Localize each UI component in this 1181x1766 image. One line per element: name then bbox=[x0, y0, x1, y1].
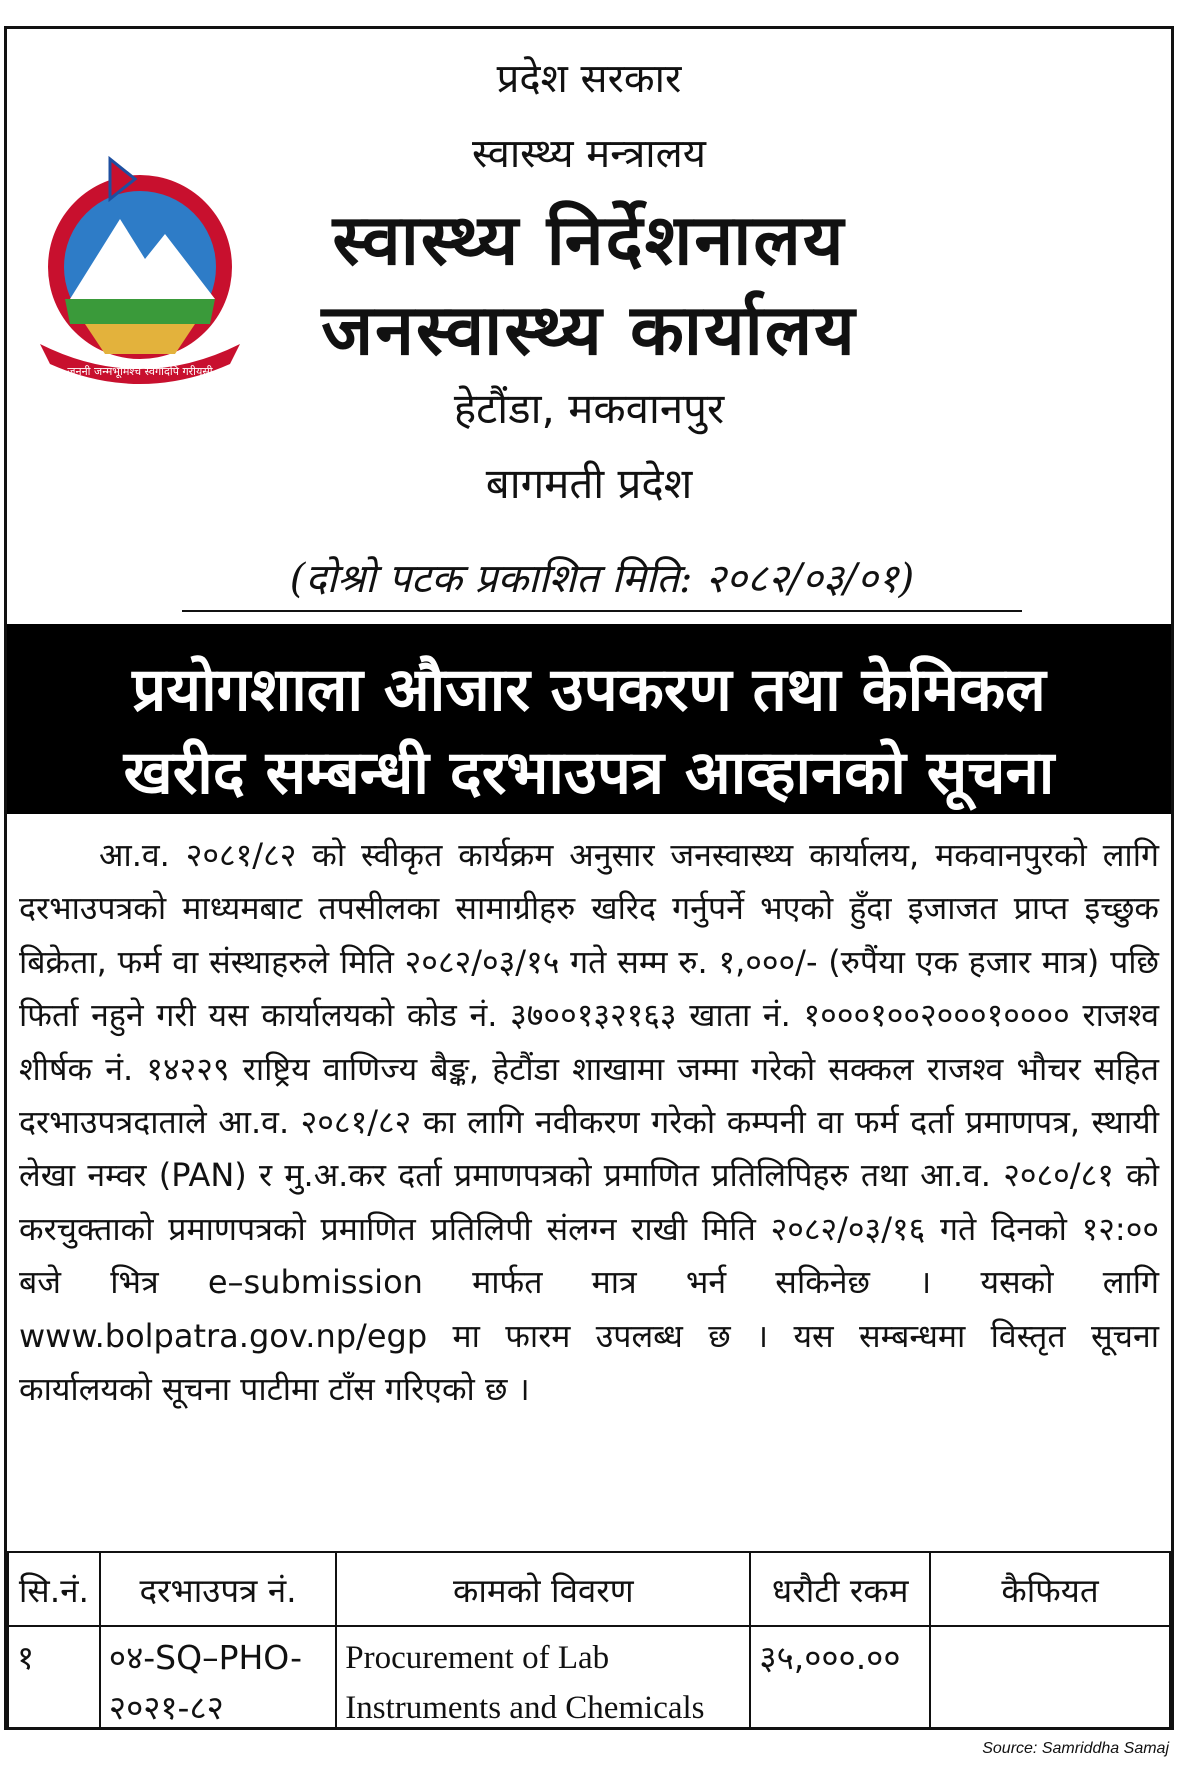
notice-body-paragraph: आ.व. २०८१/८२ को स्वीकृत कार्यक्रम अनुसार जनस्वास्थ्य कार्यालय, मकवानपुरको लागि दरभाउपत्रको माध्यमबाट तपसीलका सामाग्रीहरु खरिद गर्नुपर्ने भएको हुँदा इजाजत प्राप्त इच्छुक बिक्रेता, फर्म वा संस्थाहरुले मिति २०८२/०३/१५ गते सम्म रु. १,०००/- (रुपैंया एक हजार मात्र) पछि फिर्ता नहुने गरी यस कार्यालयको कोड नं. ३७००१३२१६३ खाता नं. १०००१००२०००१०००० राजश्व शीर्षक नं. १४२२९ राष्ट्रिय वाणिज्य बैङ्क, हेटौंडा शाखामा जम्मा गरेको सक्कल राजश्व भौचर सहित दरभाउपत्रदाताले आ.व. २०८१/८२ का लागि नवीकरण गरेको कम्पनी वा फर्म दर्ता प्रमाणपत्र, स्थायी लेखा नम्वर (PAN) र मु.अ.कर दर्ता प्रमाणपत्रको प्रमाणित प्रतिलिपिहरु तथा आ.व. २०८०/८१ को करचुक्ताको प्रमाणपत्रको प्रमाणित प्रतिलिपी संलग्न राखी मिति २०८२/०३/१६ गते दिनको १२:०० बजे भित्र e–submission मार्फत मात्र भर्न सकिनेछ । यसको लागि www.bolpatra.gov.np/egp मा फारम उपलब्ध छ । यस सम्बन्धमा विस्तृत सूचना कार्यालयको सूचना पाटीमा टाँस गरिएको छ । bbox=[19, 836, 1159, 1409]
header-line-province: बागमती प्रदेश bbox=[485, 459, 693, 508]
cell-bid-no bbox=[100, 1626, 336, 1730]
cell-remarks bbox=[930, 1626, 1170, 1730]
publication-date: (दोश्रो पटक प्रकाशित मिति: २०८२/०३/०१) bbox=[182, 549, 1022, 612]
cell-sn: १ bbox=[8, 1626, 100, 1730]
col-header-bid-no: दरभाउपत्र नं. bbox=[100, 1552, 336, 1626]
notice-frame bbox=[4, 26, 1174, 1730]
header-line-location: हेटौंडा, मकवानपुर bbox=[453, 384, 725, 433]
source-credit: Source: Samriddha Samaj bbox=[982, 1740, 1169, 1757]
cell-description bbox=[336, 1626, 750, 1730]
description-line-1: Procurement of Lab bbox=[345, 1640, 610, 1676]
svg-text:जननी जन्मभूमिश्च स्वर्गादपि गर: जननी जन्मभूमिश्च स्वर्गादपि गरीयसी bbox=[67, 365, 213, 378]
banner-line-1: प्रयोगशाला औजार उपकरण तथा केमिकल bbox=[132, 655, 1046, 725]
bid-no-line-1: ०४-SQ–PHO- bbox=[108, 1638, 303, 1677]
banner-line-2: खरीद सम्बन्धी दरभाउपत्र आव्हानको सूचना bbox=[123, 738, 1055, 808]
header-line-province-government: प्रदेश सरकार bbox=[496, 56, 682, 102]
header-line-ministry: स्वास्थ्य मन्त्रालय bbox=[472, 131, 706, 177]
col-header-sn: सि.नं. bbox=[8, 1552, 100, 1626]
header-line-office: जनस्वास्थ्य कार्यालय bbox=[321, 289, 857, 371]
col-header-description: कामको विवरण bbox=[336, 1552, 750, 1626]
table-header-row bbox=[8, 1552, 1170, 1626]
bid-no-line-2: २०२१-८२ bbox=[108, 1688, 224, 1727]
header-line-directorate: स्वास्थ्य निर्देशनालय bbox=[332, 199, 846, 281]
tender-table bbox=[7, 1551, 1171, 1730]
cell-deposit: ३५,०००.०० bbox=[750, 1626, 930, 1730]
notice-title-banner bbox=[7, 624, 1171, 814]
description-line-2: Instruments and Chemicals bbox=[345, 1690, 705, 1726]
table-row bbox=[8, 1626, 1170, 1730]
notice-header bbox=[7, 29, 1171, 624]
col-header-remarks: कैफियत bbox=[930, 1552, 1170, 1626]
col-header-deposit: धरौटी रकम bbox=[750, 1552, 930, 1626]
